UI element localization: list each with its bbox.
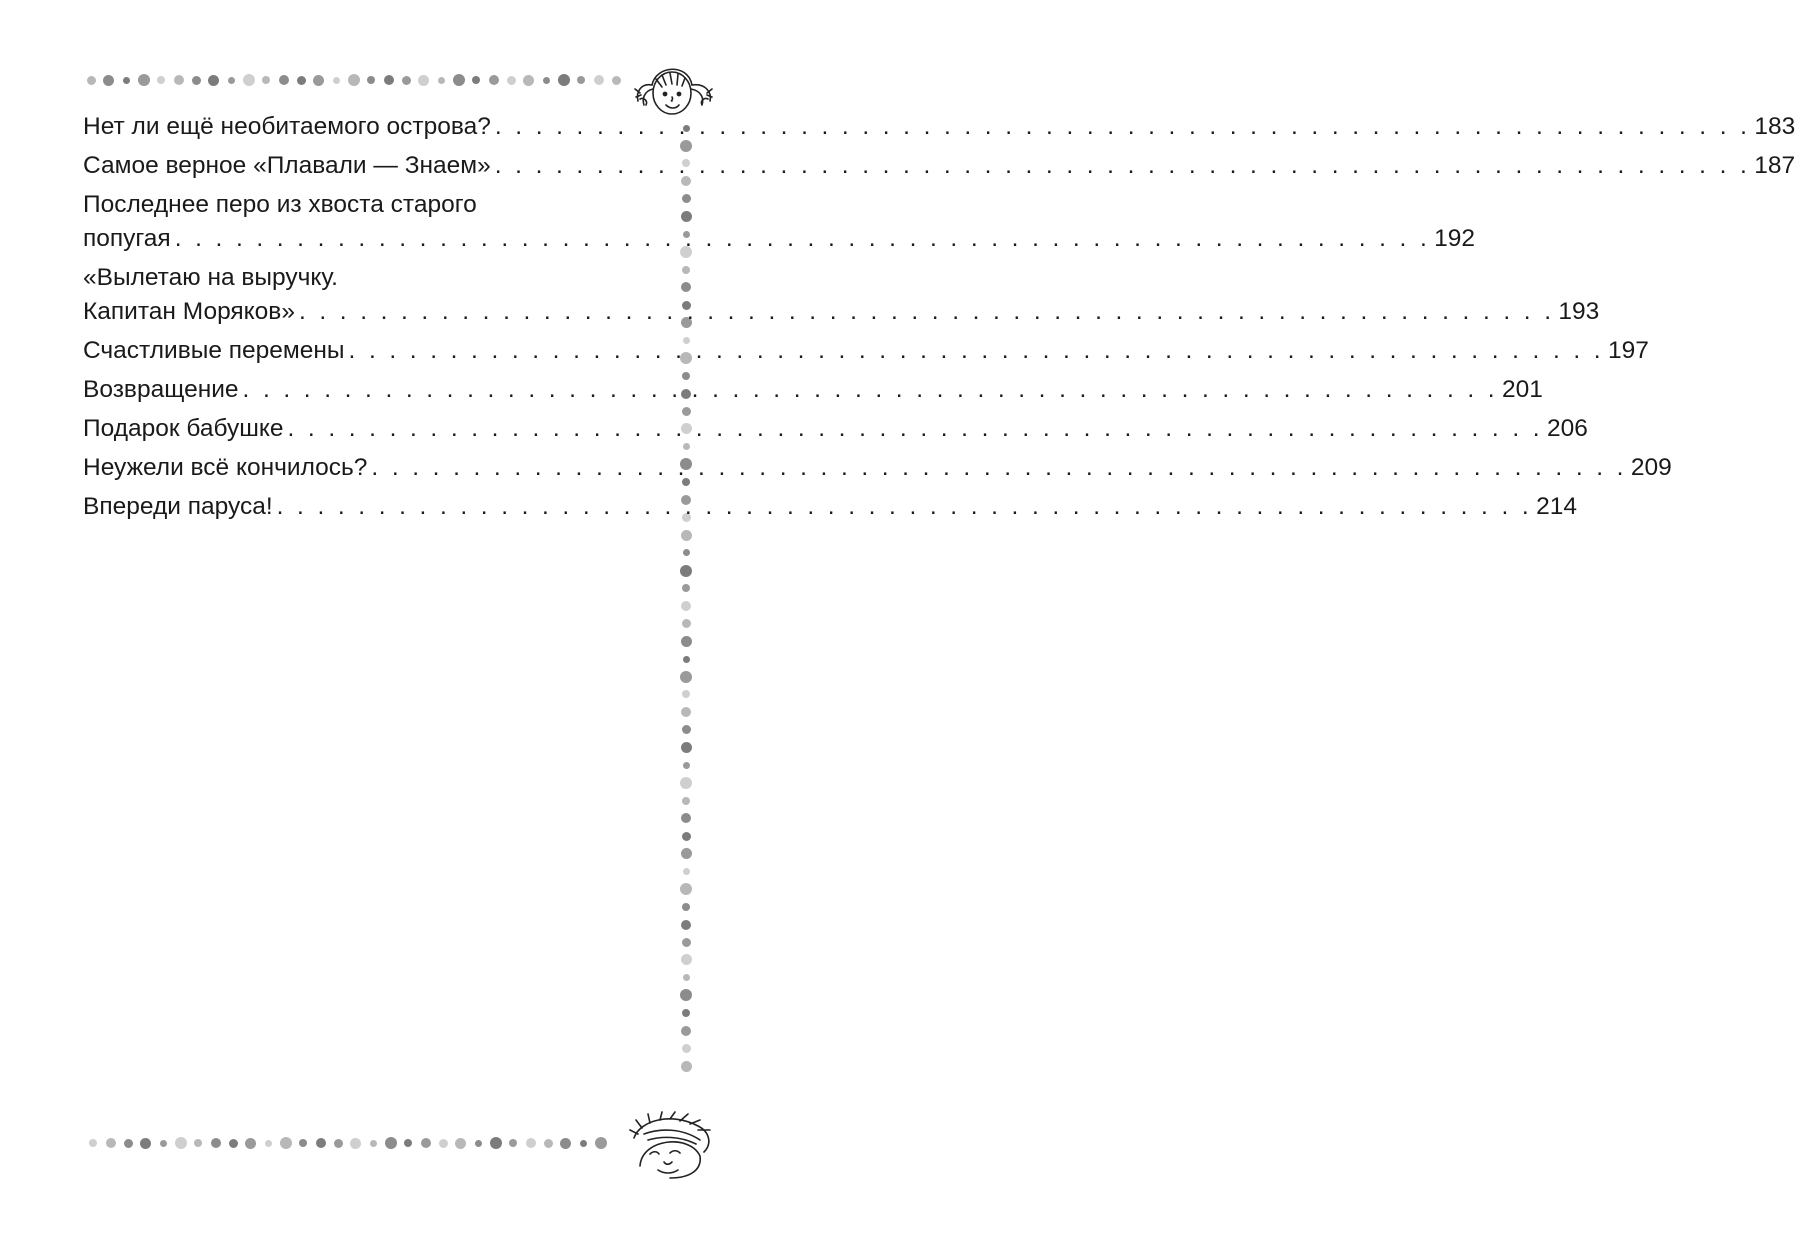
- decorative-dot: [682, 619, 691, 628]
- decorative-dot: [680, 671, 692, 683]
- decorative-dot: [174, 75, 184, 85]
- decorative-dot: [580, 1140, 587, 1147]
- decorative-dot: [175, 1137, 187, 1149]
- decorative-dot: [243, 74, 255, 86]
- decorative-dot: [681, 282, 691, 292]
- decorative-dot: [192, 76, 201, 85]
- decorative-dot: [683, 974, 690, 981]
- decorative-dot: [682, 903, 690, 911]
- toc-entry[interactable]: [83, 451, 1672, 485]
- decorative-dot: [682, 797, 690, 805]
- decorative-dot: [475, 1140, 482, 1147]
- decorative-dot: [683, 656, 690, 663]
- decorative-dot: [404, 1139, 412, 1147]
- decorative-dot: [507, 76, 516, 85]
- dot-leader: . . . . . . . . . . . . . . . . . . . . . . . . . . . . . . . . . . . . . . . . . . . . . . . . . . . . . . . . . . . . . .: [494, 113, 1751, 140]
- decorative-dot: [681, 601, 691, 611]
- decorative-dot: [106, 1138, 116, 1148]
- dot-leader: . . . . . . . . . . . . . . . . . . . . . . . . . . . . . . . . . . . . . . . . . . . . . . . . . . . . . . . . . . . . . .: [494, 152, 1751, 179]
- decorative-dot: [229, 1139, 238, 1148]
- decorative-dot: [681, 707, 691, 717]
- decorative-dot: [682, 690, 690, 698]
- decorative-dot: [157, 76, 165, 84]
- decorative-dot: [490, 1137, 502, 1149]
- decorative-dot: [439, 1139, 448, 1148]
- decorative-dot: [681, 530, 692, 541]
- decorative-dot: [683, 868, 690, 875]
- toc-entry[interactable]: [83, 373, 1543, 407]
- decorative-dot: [124, 1139, 133, 1148]
- decorative-dot: [208, 75, 219, 86]
- toc-entry-title-line: попугая: [83, 225, 171, 252]
- decorative-dot: [682, 938, 691, 947]
- decorative-dot: [402, 76, 411, 85]
- toc-entry[interactable]: [83, 412, 1588, 446]
- decorative-dot: [316, 1138, 326, 1148]
- toc-entry-title-line: «Вылетаю на выручку.: [83, 264, 338, 291]
- decorative-dot: [313, 75, 324, 86]
- decorative-dot: [680, 883, 692, 895]
- decorative-dot: [138, 74, 150, 86]
- decorative-dot: [367, 76, 375, 84]
- decorative-dot: [594, 75, 604, 85]
- decorative-dot: [262, 76, 270, 84]
- decorative-dot: [211, 1138, 221, 1148]
- table-of-contents: [83, 110, 1795, 524]
- decorative-dot: [544, 1139, 553, 1148]
- decorative-dot: [558, 74, 570, 86]
- decorative-dot: [384, 75, 394, 85]
- decorative-dot: [333, 77, 340, 84]
- decorative-dot: [89, 1139, 97, 1147]
- toc-page-number: 187: [1754, 152, 1795, 179]
- toc-entry[interactable]: [83, 261, 1600, 329]
- toc-page-number: 201: [1502, 376, 1543, 403]
- toc-page-number: 192: [1434, 225, 1476, 252]
- toc-entry-title-line: Капитан Моряков»: [83, 298, 295, 325]
- decorative-dot: [160, 1140, 167, 1147]
- decorative-dot: [682, 1009, 690, 1017]
- decorative-dot: [140, 1138, 151, 1149]
- decorative-dot: [680, 565, 692, 577]
- toc-entry-title: Неужели всё кончилось?: [83, 454, 368, 481]
- decorative-dot: [682, 194, 691, 203]
- decorative-dot: [681, 1026, 691, 1036]
- dot-leader: . . . . . . . . . . . . . . . . . . . . . . . . . . . . . . . . . . . . . . . . . . . . . . . . . . . . . . . . . . . . . .: [276, 493, 1533, 520]
- decorative-dot: [334, 1139, 343, 1148]
- decorative-dot: [299, 1139, 307, 1147]
- toc-entry[interactable]: [83, 490, 1577, 524]
- toc-page-number: 214: [1536, 493, 1577, 520]
- decorative-dot: [509, 1139, 517, 1147]
- decorative-dot: [438, 77, 445, 84]
- decorative-dot: [682, 266, 690, 274]
- decorative-dot: [681, 813, 691, 823]
- toc-entry-title: Подарок бабушке: [83, 415, 284, 442]
- toc-entry-title: Впереди паруса!: [83, 493, 273, 520]
- decorative-dot: [370, 1140, 377, 1147]
- decorative-dot: [681, 636, 692, 647]
- toc-entry-title-line: Последнее перо из хвоста старого: [83, 191, 477, 218]
- dot-leader: . . . . . . . . . . . . . . . . . . . . . . . . . . . . . . . . . . . . . . . . . . . . . . . . . . . . . . . . . . . . . .: [348, 337, 1604, 364]
- decorative-dot: [612, 76, 621, 85]
- decorative-dot: [123, 77, 130, 84]
- decorative-dot: [682, 1044, 691, 1053]
- decorative-dot: [682, 584, 690, 592]
- decorative-dot: [523, 75, 534, 86]
- decorative-dot: [681, 1061, 692, 1072]
- toc-page-number: 197: [1608, 337, 1649, 364]
- decorative-dot: [245, 1138, 256, 1149]
- toc-entry-title: Нет ли ещё необитаемого острова?: [83, 113, 491, 140]
- decorative-dot: [681, 954, 692, 965]
- decorative-dot: [543, 77, 550, 84]
- decorative-dot: [421, 1138, 431, 1148]
- decorative-dot: [595, 1137, 607, 1149]
- decorative-dot: [348, 74, 360, 86]
- decorative-dot: [385, 1137, 397, 1149]
- decorative-dot: [681, 742, 692, 753]
- toc-page-number: 209: [1630, 454, 1672, 481]
- decorative-dot: [681, 211, 692, 222]
- decorative-dot: [194, 1139, 202, 1147]
- decorative-dot: [297, 76, 306, 85]
- dot-leader: . . . . . . . . . . . . . . . . . . . . . . . . . . . . . . . . . . . . . . . . . . . . . . . . . . . . . . . . . . . . . .: [371, 454, 1627, 481]
- decorative-dot: [265, 1140, 272, 1147]
- decorative-dot: [489, 75, 499, 85]
- decorative-dot: [87, 76, 96, 85]
- decorative-dot: [683, 762, 690, 769]
- decorative-dot: [228, 77, 235, 84]
- decorative-dot: [455, 1138, 466, 1149]
- decorative-dot: [418, 75, 429, 86]
- decorative-dot: [683, 549, 690, 556]
- toc-entry[interactable]: [83, 188, 1476, 256]
- decorative-dot: [560, 1138, 571, 1149]
- toc-page-number: 183: [1754, 113, 1795, 140]
- toc-entry[interactable]: [83, 334, 1649, 368]
- decorative-dot: [680, 777, 692, 789]
- decorative-dot: [472, 76, 480, 84]
- toc-entry-title: Самое верное «Плавали — Знаем»: [83, 152, 491, 179]
- dot-leader: . . . . . . . . . . . . . . . . . . . . . . . . . . . . . . . . . . . . . . . . . . . . . . . . . . . . . . . . . . . . . .: [287, 415, 1543, 442]
- decorative-dot: [682, 725, 691, 734]
- toc-page-number: 193: [1558, 298, 1600, 325]
- dot-leader: . . . . . . . . . . . . . . . . . . . . . . . . . . . . . . . . . . . . . . . . . . . . . . . . . . . . . . . . . . . . . .: [174, 225, 1431, 252]
- toc-entry[interactable]: [83, 149, 1795, 183]
- decorative-dot: [103, 75, 114, 86]
- decorative-dot: [682, 832, 691, 841]
- boy-face-icon: [620, 1110, 720, 1180]
- decorative-dot: [280, 1137, 292, 1149]
- toc-entry[interactable]: [83, 110, 1795, 144]
- decorative-dot: [680, 989, 692, 1001]
- dot-leader: . . . . . . . . . . . . . . . . . . . . . . . . . . . . . . . . . . . . . . . . . . . . . . . . . . . . . . . . . . . . . .: [242, 376, 1498, 403]
- decorative-dot: [453, 74, 465, 86]
- dot-leader: . . . . . . . . . . . . . . . . . . . . . . . . . . . . . . . . . . . . . . . . . . . . . . . . . . . . . . . . . . . . . .: [298, 298, 1555, 325]
- decorative-dot: [681, 848, 692, 859]
- decorative-dot: [350, 1138, 361, 1149]
- toc-entry-title: Счастливые перемены: [83, 337, 345, 364]
- decorative-dot: [526, 1138, 536, 1148]
- toc-entry-title: Возвращение: [83, 376, 239, 403]
- decorative-dot: [279, 75, 289, 85]
- decorative-dot: [577, 76, 585, 84]
- decorative-dot: [681, 920, 691, 930]
- toc-page-number: 206: [1546, 415, 1588, 442]
